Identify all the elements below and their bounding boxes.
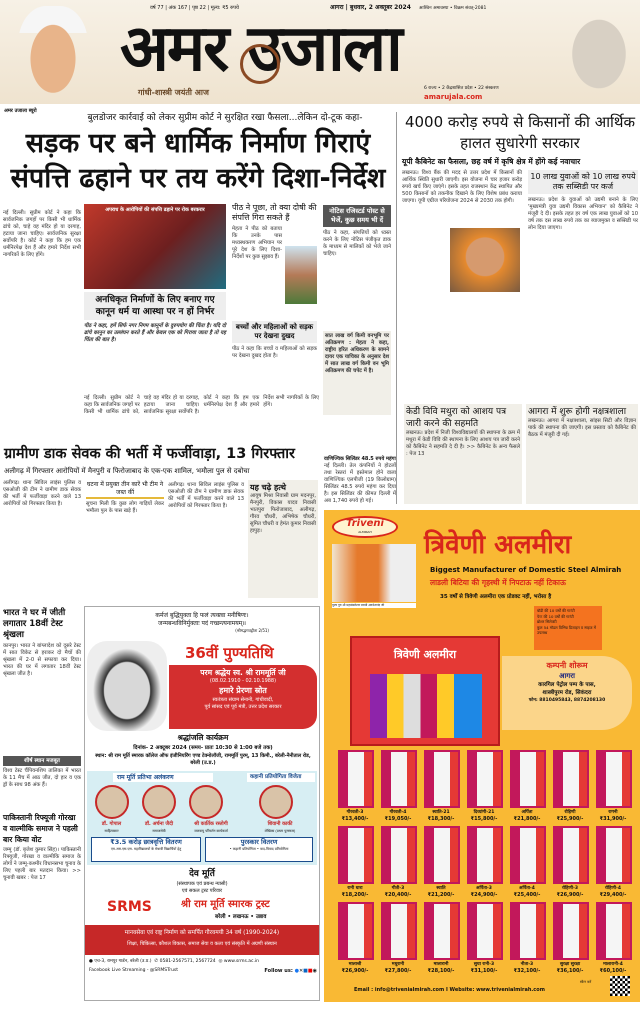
product-name: स्वाति-21 [432,810,450,815]
lead-body-cont: नई दिल्ली। सुप्रीम कोर्ट ने कहा कि सार्वजनिक जगहों पर किसी भी धार्मिक ढांचे को, चाहे वह मंदिर हो या दरगाह, हटाया जाना चाहिए। सार्वजनिक सुरक्षा सर्वोपरि है। कोर्ट ने कहा कि हम एक धर्मनिरपेक्ष देश हैं और हमारे निर्देश सभी नागरिकों के लिए होंगे। [84,395,319,415]
store-front [350,636,500,746]
refugee-headline: पाकिस्तानी रिफ्यूजी गोरखा व वाल्मीकि समाज ने पहली बार किया वोट [3,813,78,844]
person-role: समाजसेवी [152,829,166,833]
shastri-portrait [18,6,88,102]
product-price: ₹26,900/- [341,968,369,974]
program-time: दिनांक- 2 अक्टूबर 2024 (समय- प्रातः 10:30 से 1:00 बजे तक) [133,745,273,751]
city: आगरा [330,4,344,11]
srms-logo: SRMS [107,899,152,915]
memorial-ad [84,606,320,1001]
product-name: नीता-3 [520,962,534,967]
lead-body: नई दिल्ली। सुप्रीम कोर्ट ने कहा कि सार्वजनिक जगहों पर किसी भी धार्मिक ढांचे को, चाहे वह मंदिर हो या दरगाह, हटाया जाना चाहिए। सार्वजनिक सुरक्षा सर्वोपरि है। कोर्ट ने कहा कि हम एक धर्मनिरपेक्ष देश हैं और हमारे निर्देश सभी नागरिकों के लिए होंगे। [3,210,81,258]
website: amarujala.com [424,93,483,101]
almirah-image [424,826,460,884]
trust-cities: बरेली • लखनऊ • उन्नाव [215,914,267,920]
honoree-name: परम श्रद्धेय स्व. श्री राममूर्ति जी [200,668,286,677]
feature-item: ब्रोशर सिलेक्टी [537,619,557,624]
rammurti-portrait [87,641,167,731]
almirah-image [467,750,503,808]
product-price: ₹60,100/- [599,968,627,974]
lead-photo [84,204,226,289]
tagline-en: Biggest Manufacturer of Domestic Steel Almirah [430,566,622,574]
product-price: ₹27,800/- [384,968,412,974]
almirah-image [553,902,589,960]
reach-info: 6 राज्य • 2 केंद्रशासित प्रदेश • 22 संस्करण [424,86,499,91]
product-name: रानी धारा [347,886,363,891]
postal-box [86,481,164,591]
product-label [334,810,376,823]
person-photo [95,785,129,819]
youtube-icon[interactable]: ■ [307,968,313,974]
lead-kicker: बुलडोजर कार्रवाई को लेकर सुप्रीम कोर्ट ने सुरक्षित रखा फैसला...लेकिन दो-टूक कहा- [87,113,363,123]
product-price: ₹25,400/- [513,892,541,898]
product-name: दिव्यांगी-21 [473,810,495,815]
brief-headline: केडी विवि मथुरा को आशय पत्र जारी करने की सहमति [406,407,507,429]
person-photo [189,785,223,819]
scholarship-box [91,837,201,862]
product-name: मालाश्री [348,962,362,967]
almirah-image [510,902,546,960]
kisan-story [402,112,638,400]
almirah-image [596,902,632,960]
person-role: जलवायु परिवर्तन कार्यकर्ता [194,829,228,833]
date: बुधवार, 2 अक्तूबर 2024 [349,4,411,11]
qr-label: स्कैन करें [580,980,592,984]
address: एच-3, रामपुर गार्डन, बरेली (उ.प्र.) [94,959,152,964]
product-name: स्वाति [436,886,446,891]
person-role: साहित्यकार [104,829,119,833]
cricket-story [3,608,81,808]
person-role: लेखिका (प्रथम पुरस्कार) [264,829,296,833]
product-label [463,886,505,899]
product-label [420,962,462,975]
almirah-image [553,826,589,884]
product-label [506,886,548,899]
refugee-story [3,812,81,1002]
product-name: रोहिणी-3 [562,886,578,891]
product-name: सुरक्षा सुरक्षा [559,962,581,967]
follow-us [264,967,317,975]
product-price: ₹25,900/- [556,816,584,822]
product-name: अर्पिता-3 [476,886,492,891]
honoree-desc-1: स्वतंत्रता संग्राम सेनानी, गांधीवादी, [212,697,274,703]
honoree-desc-2: पूर्व सांसद एवं पूर्व मंत्री, उत्तर प्रदेश सरकार [204,704,282,710]
almirah-image [467,902,503,960]
lead-subhead: अनधिकृत निर्माणों के लिए बनाए गए कानून धर्म या आस्था पर न हों निर्भर [84,292,226,320]
contact-email: Email : info@trivenialmirah.com I Website: www.trivenialmirah.com [354,987,545,993]
store-sign: त्रिवेणी अलमीरा [393,648,457,661]
inspire-label: हमारे प्रेरणा स्रोत [219,686,267,695]
almirah-image [596,826,632,884]
product-label [549,962,591,975]
almirah-image [381,902,417,960]
product-name: गौरवती-4 [389,810,407,815]
product-price: ₹21,800/- [513,816,541,822]
contact-line [89,958,317,965]
product-name: मालारानी [433,962,449,967]
product-label [334,886,376,899]
store-window [370,674,482,738]
product-price: ₹31,100/- [470,968,498,974]
banner-line-2: शिक्षा, चिकित्सा, कौशल विकास, समाज सेवा व कला एवं संस्कृति में अग्रणी संस्थान [127,941,277,947]
phone-icon: ✆ [154,959,159,964]
postal-box-headline: घटना में प्रयुक्त तीन कारें भी टीम ने जब्त कीं [86,481,164,499]
lead-italic: पीठ ने कहा, हमें सिर्फ नगर निगम कानूनों के दुरुपयोग की चिंता है। यदि दो ढांचे कानून का उल्लंघन करते हैं और केवल एक को गिराया जाता है तो यह चिंता की बात है। [84,323,226,343]
guru-caption: पूज्य गुरु श्री महामंडलेश्वर स्वामी अवधेशानंद जी [332,603,416,608]
product-label [377,886,419,899]
almirah-image [510,826,546,884]
lead-photo-column [84,204,226,373]
product-price: ₹31,900/- [599,816,627,822]
showroom-label: कम्पनी शोरूम [546,661,588,670]
linkedin-icon[interactable]: ■ [303,968,308,974]
product-price: ₹18,300/- [427,816,455,822]
product-price: ₹28,100/- [427,968,455,974]
product-label [420,886,462,899]
website-link[interactable]: www.srms.ac.in [223,959,259,964]
kisan-headline: 4000 करोड़ रुपये से किसानों की आर्थिक हालत सुधारेगी सरकार [404,113,636,152]
award-head: राम मूर्ति प्रतिभा अलंकरण [113,773,213,782]
brief-headline: वाणिज्यिक सिलिंडर 48.5 रुपये महंगा [324,456,396,462]
shloka-source: (श्रीमद्भगवद्गीता 2/51) [235,628,269,633]
anniversary-title: 36वीं पुण्यतिथि [185,644,274,662]
product-price: ₹26,900/- [556,892,584,898]
notice-body: पीठ ने कहा, संपत्तियों को ध्वस्त करने के लिए नोटिस पंजीकृत डाक के माध्यम से मालिकों को भेजे जाने चाहिए। [323,230,391,257]
brief-planetarium [526,404,638,504]
loan-story [528,170,638,400]
trust-name: श्री राम मूर्ति स्मारक ट्रस्ट [181,899,270,910]
showroom-city: आगरा [559,672,575,680]
product-label [334,962,376,975]
product-label [506,810,548,823]
gandhi-portrait [560,4,638,104]
product-label [420,810,462,823]
side-column [232,203,317,374]
product-name: गौरवती-3 [346,810,364,815]
prize-box [205,837,313,862]
supreme-court-photo [285,246,317,304]
kisan-columns [402,170,638,400]
masthead-date-line: आगरा | बुधवार, 2 अक्तूबर 2024 आश्विन अमावस्या • विक्रम संवत्-2081 [330,4,487,11]
almirah-image [510,750,546,808]
byline: अमर उजाला ब्यूरो [4,108,37,114]
almirah-image [381,750,417,808]
product-name: रोहिणी-4 [605,886,621,891]
showroom-phone: फोन: 8810495843, 8874208130 [528,698,606,703]
photo-caption: अपराध के आरोपियों की संपत्ति ढहाने पर रोक बरकरार [105,207,205,213]
forest-notice: सात लाख वर्ग किमी वनभूमि पर अतिक्रमण : मेहता ने कहा, राष्ट्रीय हरित अधिकरण के सामने दायर एक याचिका के अनुसार देश में सात लाख वर्ग किमी वन भूमि अतिक्रमण की चपेट में है। [323,331,391,415]
facebook-icon[interactable]: ● [294,968,299,974]
shloka-line-1: कर्मजं बुद्धियुक्ता हि फलं त्यक्त्वा मनीषिणः। [155,612,249,619]
brief-body: लखनऊ। आगरा में नक्षत्रशाला, सांइस सिटी और विज्ञान पार्क की स्थापना की जाएगी। इस प्रस्ताव को कैबिनेट की बैठक में मंजूरी दी गई। [528,418,636,438]
person-name: श्री कार्तिक रस्तोगी [194,821,228,827]
product-label [592,962,634,975]
kisan-left [402,170,522,400]
lead-headline-1: सड़क पर बने धार्मिक निर्माण गिराएं [25,128,371,159]
feature-item: कुल 54 मॉडल विभिन्न डिजाइन व साइज में उपलब्ध [537,624,596,635]
side-headline: पीठ ने पूछा, तो क्या दोषी की संपत्ति गिरा सकते हैं [232,203,317,222]
feature-item: पेन्ट की 10 वर्षों की गारंटी [537,613,574,619]
triveni-ad [324,510,640,1002]
postal-box-body: सूचना मिली कि कुछ लोग गाड़ियों लेकर भमौला पुल के पास खड़े हैं। [86,501,164,514]
person-photo [259,785,293,819]
product-name: अर्पिता [521,810,533,815]
product-name: रोहिणी [564,810,576,815]
almirah-image [338,750,374,808]
brief-body: नई दिल्ली। तेल कंपनियों ने होटलों तथा रेस्तरां में इस्तेमाल होने वाला वाणिज्यिक एलपीजी (19 किलोग्राम) सिलिंडर 48.5 रुपये महंगा कर दिया है। इस सिलिंडर की कीमत दिल्ली में अब 1,740 रुपये हो गई। [324,463,396,504]
brief-body: लखनऊ। प्रदेश में निजी विश्वविद्यालयों की स्थापना के क्रम में मथुरा में केडी विवि की स्थापना के लिए आशय पत्र जारी करने को कैबिनेट ने सहमति दे दी है। >> कैबिनेट के अन्य फैसले : पेज 13 [406,430,520,457]
brief-headline: आगरा में शुरू होगी नक्षत्रशाला [528,407,627,417]
person-name: डॉ. गोपाल [101,821,122,827]
qr-code-icon[interactable] [610,976,630,996]
product-name: गीती-3 [391,886,405,891]
arrested-box [248,480,318,598]
product-label [463,962,505,975]
brief-kedi [404,404,522,504]
almirah-image [553,750,589,808]
product-label [463,810,505,823]
product-name: मधुरानी [391,962,405,967]
globe-icon: ◎ [218,959,223,964]
almirah-image [424,902,460,960]
banner-line-1: मानवसेवा एवं राष्ट्र निर्माण को समर्पित गौरवमयी 34 वर्ष (1990-2024) [124,930,280,936]
almirah-image [381,826,417,884]
product-name: सुधा रानी-3 [473,962,495,967]
ad-title: त्रिवेणी अलमीरा [424,530,572,560]
product-price: ₹18,200/- [341,892,369,898]
product-price: ₹29,400/- [599,892,627,898]
almirah-image [424,750,460,808]
yogi-photo [450,228,520,292]
prize-sub: • कहानी प्रतियोगिता • वाद-विवाद प्रतियोगिता [229,847,289,851]
tagline-hi: लाडली बिटिया की गृहस्थी में निपटाऊ नहीं टिकाऊ [430,578,566,587]
cricket-headline: भारत ने घर में जीती लगातार 18वीं टेस्ट श्रृंखला [3,608,66,640]
product-price: ₹20,400/- [384,892,412,898]
cricket-box-body: विश्व टेस्ट चैंपियनशिप तालिका में भारत के 11 मैच में आठ जीत, दो हार व एक ड्रॉ के साथ 98 अंक हैं। [3,768,81,788]
program-venue: स्थान: श्री राम मूर्ति स्मारक कॉलेज ऑफ इंजीनियरिंग एण्ड टेक्नोलॉजी, राममूर्ति पुरम्, 13 किमी., बरेली-नैनीताल रोड, बरेली (उ.प्र.) [95,753,311,766]
tribute-box [169,665,317,729]
guru-photo [332,544,416,602]
brief-cylinder [324,456,396,506]
product-price: ₹13,400/- [341,816,369,822]
showroom-address-2: शास्त्रीपुरम रोड, सिकंदरा [542,690,592,696]
instagram-icon[interactable]: ◉ [312,968,317,974]
dev-role: (संस्थापक एवं प्रबन्ध न्यासी) [176,881,228,887]
notice-column [323,205,391,415]
almirah-image [338,826,374,884]
product-price: ₹24,900/- [470,892,498,898]
product-price: ₹15,800/- [470,816,498,822]
scholarship-sub: एम.आर.एस.एस. महाविद्यालयों के मेधावी विद्यार्थियों हेतु [110,847,182,851]
dev-murti: देव मूर्ति [189,869,215,879]
trust-banner [85,925,319,955]
charkha-icon [240,44,280,84]
program-title: श्रद्धांजलि कार्यक्रम [177,733,229,742]
product-name: मालारानी-4 [603,962,623,967]
box2-headline: बच्चों और महिलाओं को सड़क पर देखना दुखद [232,321,317,343]
jayanti-tagline: गांधी-शास्त्री जयंती आज [138,88,209,97]
showroom-box [502,656,632,730]
notice-headline: नोटिस रजिस्टर्ड पोस्ट से भेजें, कुछ समय भी दें [323,205,391,227]
product-price: ₹19,050/- [384,816,412,822]
product-price: ₹32,100/- [513,968,541,974]
kisan-subhead: यूपी कैबिनेट का फैसला, छह वर्ष में कृषि क्षेत्र में होंगे कई नवाचार [402,157,581,166]
almirah-image [467,826,503,884]
postal-subhead: अलीगढ़ में गिरफ्तार आरोपियों में मैनपुरी व फिरोजाबाद के एक-एक शामिल, भमौला पुल से दबोचा [4,467,250,475]
product-price: ₹36,100/- [556,968,584,974]
product-name: अर्पिता-4 [519,886,535,891]
story-head: कहानी प्रतियोगिता विजेता [247,773,315,782]
cricket-body: कानपुर। भारत ने बांग्लादेश को दूसरे टेस्ट में सात विकेट से हराकर दो मैचों की श्रृंखला में 2-0 से सफाया कर दिया। भारत की घर में लगातार 18वीं टेस्ट श्रृंखला जीत है। [3,643,81,677]
showroom-address-1: कारगिल पेट्रोल पम्प के पास, [538,682,596,688]
cricket-box-head: शीर्ष स्थान मजबूत [3,756,81,766]
trust-line: 35 वर्षों से त्रिवेणी अलमीरा एक प्रोडक्ट नहीं, भरोसा है [440,594,552,600]
features-box [534,606,602,650]
x-icon[interactable]: ✕ [298,968,304,974]
person-photo [142,785,176,819]
product-label [377,810,419,823]
masthead [0,0,640,104]
awards-panel [87,771,317,865]
phone: 0581-2567571, 2567724 [159,959,216,964]
side-body-row [232,226,317,318]
brand-name: Triveni [346,518,384,529]
facebook-live: Facebook Live Streaming - @SRMSTrust [89,968,179,973]
kisan-body: लखनऊ। विश्व बैंक की मदद से उत्तर प्रदेश में किसानों की आर्थिक स्थिति सुधारी जाएगी। इस योजना में चार हजार करोड़ रुपये खर्च किए जाएंगे। इसके तहत राजस्थान केंद्र स्थापित और 500 किसानों को तकनीक दिखाने के लिए विशेष प्रबंध कराया जाएगा। यूपी एग्रीज परियोजना 2024 से 2030 तक होगी। [402,170,522,204]
postal-body-cont: अलीगढ़। थाना सिविल लाइंस पुलिस व एसओजी की टीम ने ग्रामीण डाक सेवक की भर्ती में फर्जीवाड़ा करने वाले 13 आरोपियों को गिरफ्तार किया है। [168,482,244,509]
arrested-headline: यह चढ़े हत्थे [250,483,287,492]
product-label [549,886,591,899]
follow-label: Follow us: [264,968,293,974]
shloka-line-2: जन्मबन्धविनिर्मुक्ताः पदं गच्छन्त्यनामयम्॥ [158,620,246,627]
lead-headline-2: संपत्ति ढहाने पर तय करेंगे दिशा-निर्देश [10,163,386,194]
refugee-body: जम्मू (डॉ. बृजेश कुमार सिंह)। पाकिस्तानी रिफ्यूजी, गोरखा व वाल्मीकि समाज के लोगों ने जम्मू-कश्मीर विधानसभा चुनाव के लिए पहली बार मतदान किया। >> चुनावी खबर : पेज 17 [3,847,81,881]
column-divider [396,112,397,504]
product-label [506,962,548,975]
loan-headline: 10 लाख युवाओं को 10 लाख रुपये तक सब्सिडी पर कर्ज [528,170,638,194]
arrested-body: आयुष मिश्रा निवासी ग्राम मदनपुर, मैनपुरी, विकास यादव निवासी भातपुरा फिरोजाबाद, अलीगढ़, गौरव चौधरी, अभिषेक चौधरी, सुमित चौधरी व हेमंत कुमार निवासी हापुड़। [250,493,316,534]
product-name: रागनी [608,810,618,815]
product-label [592,810,634,823]
product-price: ₹21,200/- [427,892,455,898]
brand-sub: ALMIRAH [358,530,372,534]
honoree-dates: (08.02.1910 - 02.10.1988) [209,678,277,684]
box2-body: पीठ ने कहा कि बच्चों व महिलाओं को सड़क पर देखना दुखद होता है। [232,346,317,359]
person-name: डॉ. अर्चना जैदी [144,821,174,827]
person-name: शिवानी काकी [267,821,293,827]
location-icon: ● [89,959,93,964]
loan-body: लखनऊ। प्रदेश के युवाओं को उद्यमी बनाने के लिए 'मुख्यमंत्री युवा उद्यमी विकास अभियान' को कैबिनेट ने मंजूरी दे दी। इसके तहत हर वर्ष एक लाख युवाओं को 10 वर्ष तक दस लाख रुपये तक का ब्याजमुक्त व सब्सिडी पर लोन दिया जाएगा। [528,197,638,231]
product-label [377,962,419,975]
logo: अमर उजाला [120,12,401,86]
prize-title: पुरस्कार वितरण [240,838,278,846]
product-label [592,886,634,899]
side-body: मेहता ने पीठ को बताया कि उनके पास मध्यस्थकरण अभियान पर पूरे देश के लिए दिशा-निर्देशों पर कुछ सुझाव हैं। [232,226,282,260]
feature-item: बॉडी की 10 वर्षों की गारंटी [537,608,575,613]
almirah-image [338,902,374,960]
dev-family: एवं सकल ट्रस्ट परिवार [181,888,223,894]
social-row [89,967,317,975]
hindi-date: आश्विन अमावस्या • विक्रम संवत्-2081 [418,6,487,11]
almirah-image [596,750,632,808]
product-label [549,810,591,823]
scholarship-title: ₹3.5 करोड़ छात्रवृत्ति वितरण [110,838,182,846]
postal-body: अलीगढ़। थाना सिविल लाइंस पुलिस व एसओजी की टीम ने ग्रामीण डाक सेवक की भर्ती में फर्जीवाड़ा करने वाले 13 आरोपियों को गिरफ्तार किया है। [3,480,81,507]
postal-headline: ग्रामीण डाक सेवक की भर्ती में फर्जीवाड़ा, 13 गिरफ्तार [4,446,295,462]
triveni-logo [332,516,398,538]
edition-info: वर्ष 77 | अंक 167 | पृष्ठ 22 | मूल्य: ₹5 रुपये [150,5,239,11]
